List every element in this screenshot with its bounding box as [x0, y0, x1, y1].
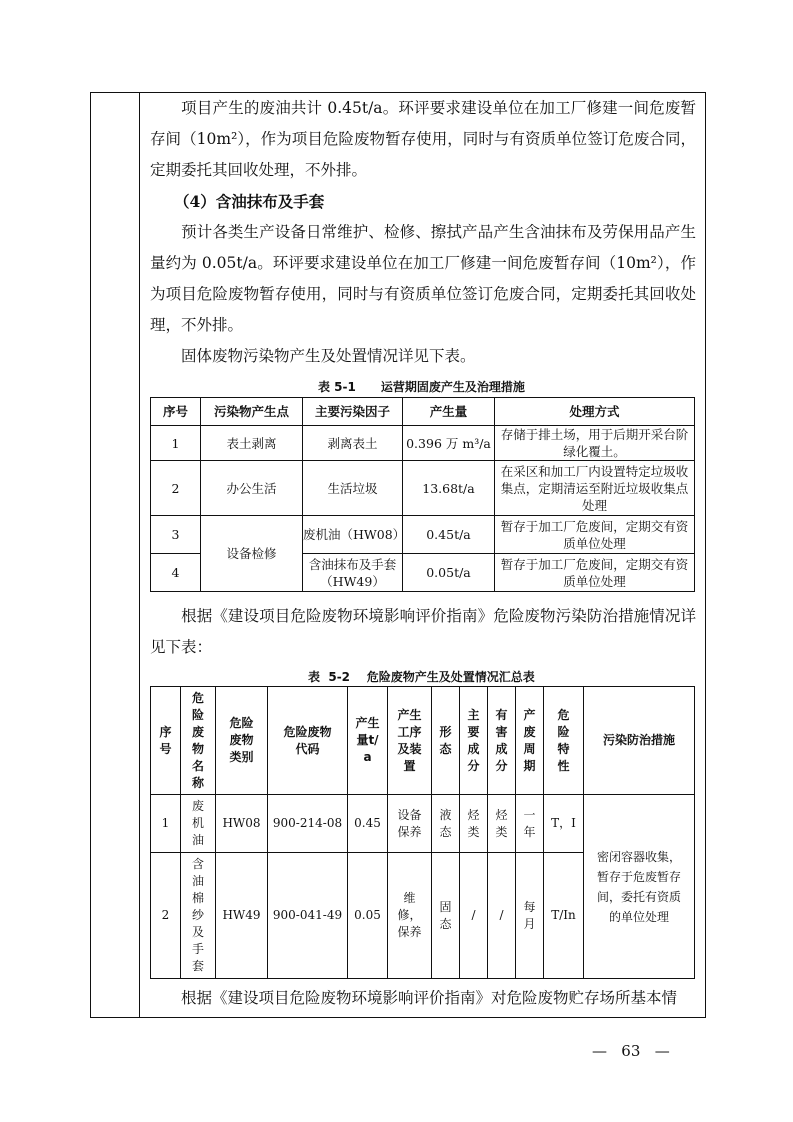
table-header-row [151, 398, 695, 426]
paragraph-solid-waste-intro: 固体废物污染物产生及处置情况详见下表。 [181, 347, 476, 365]
header-factor: 主要污染因子 [303, 398, 403, 426]
row-source: 设备检修 [201, 516, 303, 592]
header-no: 序号 [151, 398, 201, 426]
row-source: 表土剥离 [201, 426, 303, 461]
row-no: 4 [151, 554, 201, 592]
header-no: 序号 [151, 687, 181, 795]
row-name: 废机油 [181, 795, 216, 853]
row-cycle: 每月 [516, 853, 544, 979]
row-harmful-component: / [488, 853, 516, 979]
row-factor: 含油抹布及手套（HW49） [303, 554, 403, 592]
row-measure: 密闭容器收集，暂存于危废暂存间，委托有资质的单位处理 [584, 795, 695, 979]
row-method: 存储于排土场，用于后期开采台阶绿化覆土。 [495, 426, 695, 461]
header-main-component: 主要成分 [460, 687, 488, 795]
row-process: 维修，保养 [388, 853, 432, 979]
hazardous-waste-table [150, 686, 695, 979]
table-row [151, 461, 695, 516]
table-row [151, 516, 695, 554]
row-main-component: / [460, 853, 488, 979]
row-amount: 0.396 万 m³/a [403, 426, 495, 461]
header-method: 处理方式 [495, 398, 695, 426]
row-no: 2 [151, 853, 181, 979]
row-property: T/In [544, 853, 584, 979]
row-factor: 剥离表土 [303, 426, 403, 461]
row-code: 900-041-49 [268, 853, 348, 979]
row-form: 液态 [432, 795, 460, 853]
table-header-row [151, 687, 695, 795]
header-amount: 产生量 [403, 398, 495, 426]
row-no: 3 [151, 516, 201, 554]
row-process: 设备保养 [388, 795, 432, 853]
row-factor: 生活垃圾 [303, 461, 403, 516]
row-harmful-component: 烃类 [488, 795, 516, 853]
row-amount: 0.05 [348, 853, 388, 979]
row-source: 办公生活 [201, 461, 303, 516]
row-amount: 0.45t/a [403, 516, 495, 554]
header-amount: 产生量t/a [348, 687, 388, 795]
heading-oily-rags: （4）含油抹布及手套 [174, 192, 325, 211]
row-category: HW49 [216, 853, 268, 979]
row-amount: 0.05t/a [403, 554, 495, 592]
paragraph-oily-rags: 预计各类生产设备日常维护、检修、擦拭产品产生含油抹布及劳保用品产生量约为 0.05t/a。环评要求建设单位在加工厂修建一间危废暂存间（10m²），作为项目危险废物暂存使用，同时与有资质单位签订危废合同，定期委托其回收处理，不外排。 [150, 223, 696, 334]
header-cycle: 产废周期 [516, 687, 544, 795]
table2-caption: 表 5-2 危险废物产生及处置情况汇总表 [308, 670, 535, 684]
row-no: 1 [151, 795, 181, 853]
row-property: T，I [544, 795, 584, 853]
row-amount: 0.45 [348, 795, 388, 853]
header-category: 危险废物类别 [216, 687, 268, 795]
frame-divider [139, 93, 140, 1017]
header-form: 形态 [432, 687, 460, 795]
row-method: 暂存于加工厂危废间，定期交有资质单位处理 [495, 516, 695, 554]
row-name: 含油棉纱及手套 [181, 853, 216, 979]
table1-caption: 表 5-1 运营期固废产生及治理措施 [318, 380, 525, 394]
row-factor: 废机油（HW08） [303, 516, 403, 554]
row-method: 暂存于加工厂危废间，定期交有资质单位处理 [495, 554, 695, 592]
row-amount: 13.68t/a [403, 461, 495, 516]
paragraph-waste-oil: 项目产生的废油共计 0.45t/a。环评要求建设单位在加工厂修建一间危废暂存间（10m²），作为项目危险废物暂存使用，同时与有资质单位签订危废合同，定期委托其回收处理，不外排。 [150, 99, 696, 179]
paragraph-hazardous-intro: 根据《建设项目危险废物环境影响评价指南》危险废物污染防治措施情况详见下表： [150, 607, 696, 656]
header-source: 污染物产生点 [201, 398, 303, 426]
row-no: 2 [151, 461, 201, 516]
row-code: 900-214-08 [268, 795, 348, 853]
paragraph-storage-basic: 根据《建设项目危险废物环境影响评价指南》对危险废物贮存场所基本情 [181, 989, 678, 1007]
header-measure: 污染防治措施 [584, 687, 695, 795]
header-harmful-component: 有害成分 [488, 687, 516, 795]
header-property: 危险特性 [544, 687, 584, 795]
solid-waste-table [150, 397, 695, 592]
row-method: 在采区和加工厂内设置特定垃圾收集点，定期清运至附近垃圾收集点处理 [495, 461, 695, 516]
table-row [151, 426, 695, 461]
row-no: 1 [151, 426, 201, 461]
page-number: — 63 — [592, 1042, 670, 1060]
row-main-component: 烃类 [460, 795, 488, 853]
table-row [151, 795, 695, 853]
row-cycle: 一年 [516, 795, 544, 853]
row-form: 固态 [432, 853, 460, 979]
header-process: 产生工序及装置 [388, 687, 432, 795]
row-category: HW08 [216, 795, 268, 853]
header-code: 危险废物代码 [268, 687, 348, 795]
header-name: 危险废物名称 [181, 687, 216, 795]
